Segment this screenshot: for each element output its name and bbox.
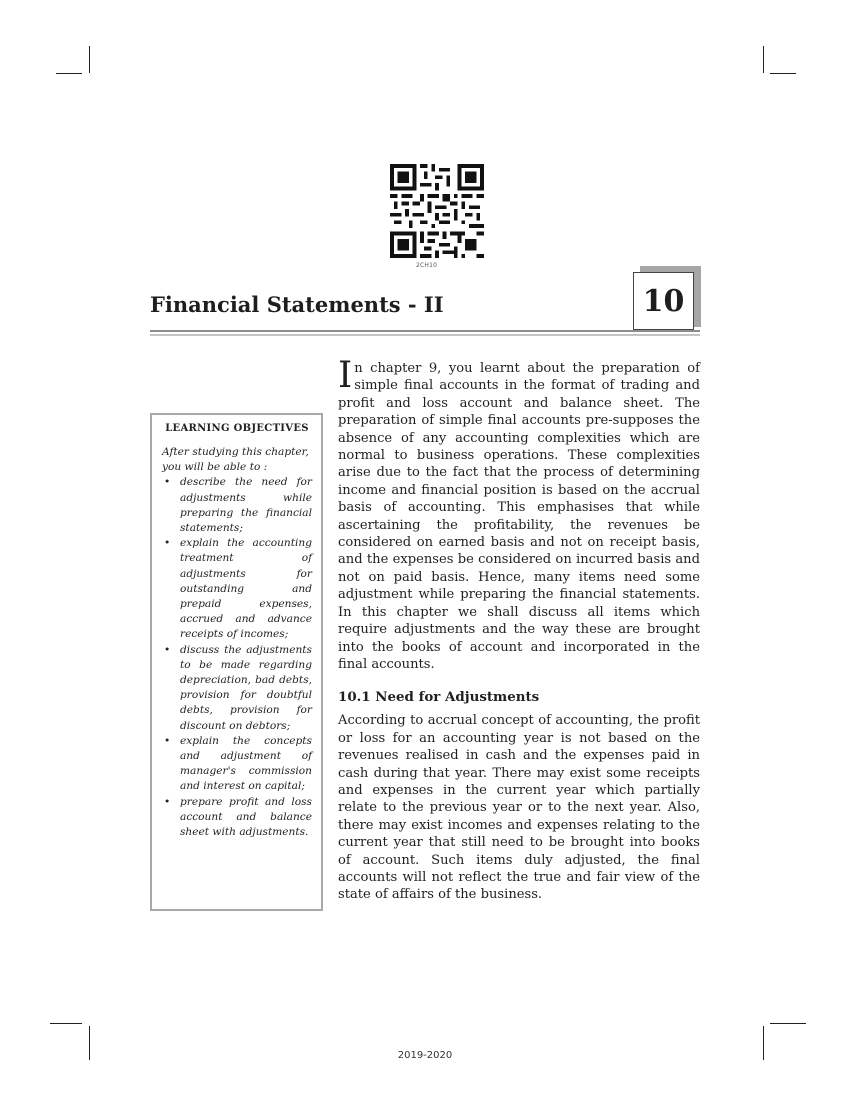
title-divider-secondary — [150, 334, 700, 336]
learning-objectives-heading: LEARNING OBJECTIVES — [165, 423, 309, 434]
page-footer-year: 2019-2020 — [397, 1050, 453, 1061]
learning-objectives-intro: After studying this chapter, you will be able to : — [162, 446, 309, 474]
learning-objectives-list — [162, 475, 312, 840]
intro-paragraph-text: n chapter 9, you learnt about the preparation of simple final accounts in the format of trading and profit and loss account and balance sheet. The preparation of simple final accounts pre-supposes the absence of any accounting complexities which are normal to business operations. These complexities arise due to the fact that the process of determining income and financial position is based on the accrual basis of accounting. This emphasises that while ascertaining the profitability, the revenues be considered on earned basis and not on receipt basis, and the expenses be considered on incurred basis and not on paid basis. Hence, many items need some adjustment while preparing the financial statements. In this chapter we shall discuss all items which require adjustments and the way these are brought into the books of account and incorporated in the final accounts. — [338, 361, 700, 672]
learning-objective-item: • describe the need for adjustments while preparing the financial statements; — [162, 475, 312, 536]
chapter-title: Financial Statements - II — [150, 292, 444, 317]
learning-objective-item: • explain the accounting treatment of adjustments for outstanding and prepaid expenses, accrued and advance receipts of incomes; — [162, 536, 312, 642]
title-divider — [150, 330, 700, 332]
learning-objective-item: • prepare profit and loss account and balance sheet with adjustments. — [162, 795, 312, 841]
section-paragraph: According to accrual concept of accounting, the profit or loss for an accounting year is not based on the revenues realised in cash and the expenses paid in cash during that year. There may exist some receipts and expenses in the current year which partially relate to the previous year or to the next year. Also, there may exist incomes and expenses relating to the current year that still need to be brought into books of account. Such items duly adjusted, the final accounts will not reflect the true and fair view of the state of affairs of the business. — [338, 713, 700, 903]
chapter-number: 10 — [633, 272, 694, 330]
section-heading: 10.1 Need for Adjustments — [338, 689, 540, 706]
qr-code-label: 2CH10 — [416, 262, 438, 269]
learning-objective-item: • explain the concepts and adjustment of manager's commission and interest on capital; — [162, 734, 312, 795]
learning-objectives-box — [150, 413, 323, 911]
main-text-column — [338, 355, 700, 904]
intro-paragraph — [338, 355, 700, 673]
crop-mark-bottom-right-h — [770, 1023, 806, 1024]
crop-mark-top-right-v — [763, 46, 764, 73]
crop-mark-top-right-h — [770, 73, 796, 74]
crop-mark-bottom-left-h — [50, 1023, 82, 1024]
qr-code-icon[interactable] — [390, 164, 484, 258]
crop-mark-top-left-h — [56, 73, 82, 74]
crop-mark-top-left-v — [89, 46, 90, 73]
drop-cap: I — [338, 355, 353, 396]
learning-objective-item: • discuss the adjustments to be made regarding depreciation, bad debts, provision for doubtful debts, provision for discount on debtors; — [162, 643, 312, 734]
